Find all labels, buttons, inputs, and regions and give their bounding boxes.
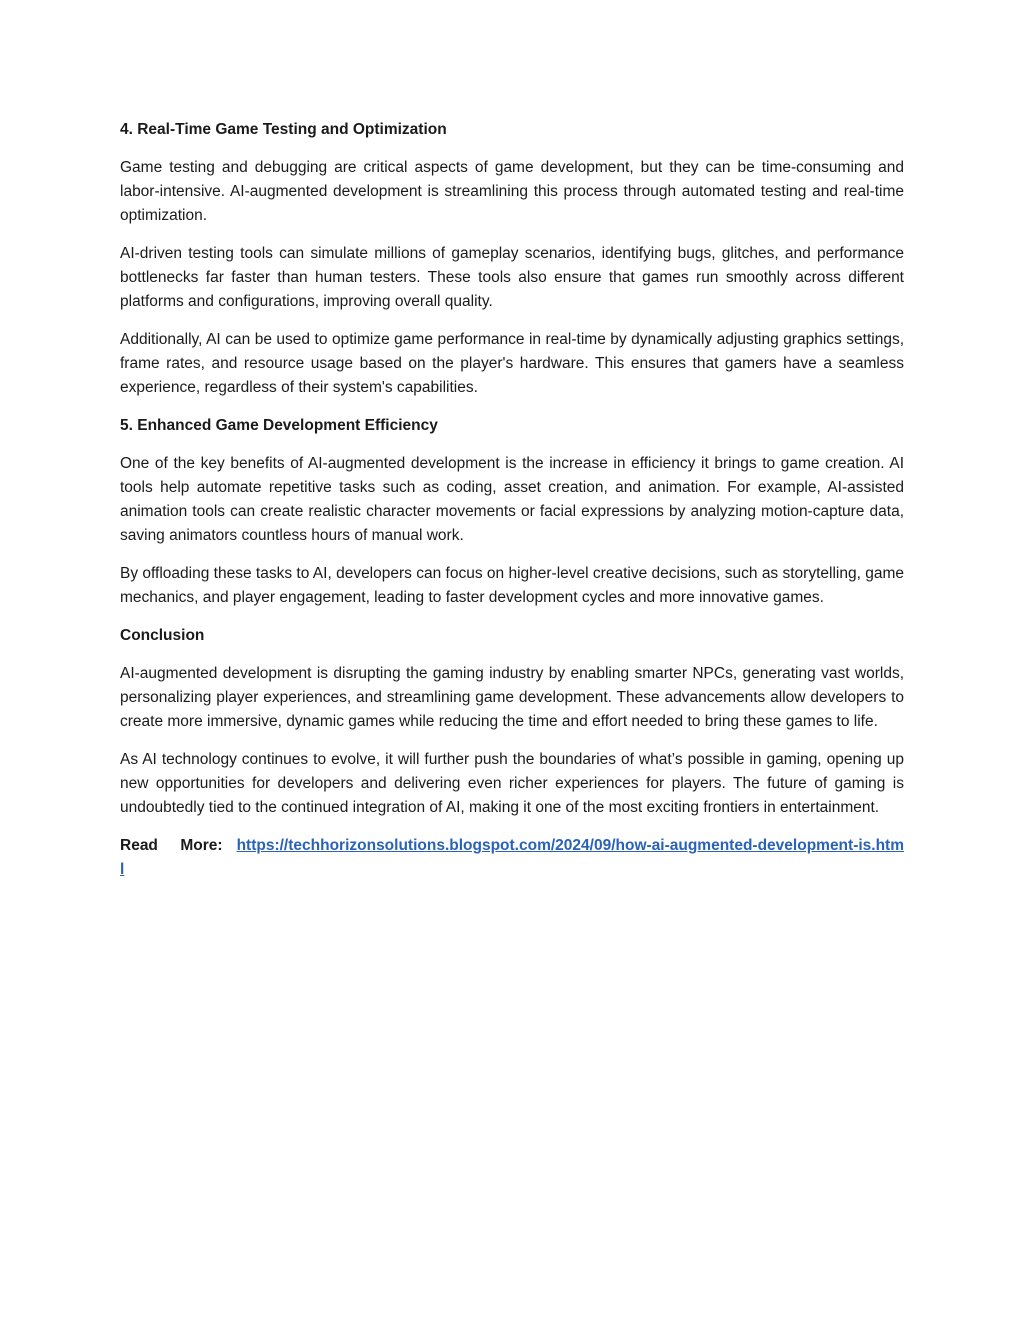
section-heading-dev-efficiency: 5. Enhanced Game Development Efficiency <box>120 417 438 434</box>
paragraph: Game testing and debugging are critical aspects of game development, but they can be time-consuming and labor-intensive. AI-augmented development is streamlining this process through automated testing and real-time optimization. <box>120 159 904 224</box>
document-page <box>120 118 904 882</box>
section-heading-realtime-testing: 4. Real-Time Game Testing and Optimization <box>120 121 447 138</box>
paragraph: By offloading these tasks to AI, developers can focus on higher-level creative decisions, such as storytelling, game mechanics, and player engagement, leading to faster development cycles and more innovative games. <box>120 565 904 606</box>
paragraph: Additionally, AI can be used to optimize game performance in real-time by dynamically adjusting graphics settings, frame rates, and resource usage based on the player's hardware. This ensures that gamers have a seamless experience, regardless of their system's capabilities. <box>120 331 904 396</box>
read-more-label: Read More: <box>120 837 223 854</box>
paragraph: As AI technology continues to evolve, it will further push the boundaries of what’s possible in gaming, opening up new opportunities for developers and delivering even richer experiences for players. The future of gaming is undoubtedly tied to the continued integration of AI, making it one of the most exciting frontiers in entertainment. <box>120 751 904 816</box>
read-more-line <box>120 834 904 882</box>
read-more-link[interactable]: https://techhorizonsolutions.blogspot.com/2024/09/how-ai-augmented-development-is.html <box>120 837 904 878</box>
paragraph: AI-driven testing tools can simulate millions of gameplay scenarios, identifying bugs, glitches, and performance bottlenecks far faster than human testers. These tools also ensure that games run smoothly across different platforms and configurations, improving overall quality. <box>120 245 904 310</box>
section-heading-conclusion: Conclusion <box>120 627 205 644</box>
paragraph: One of the key benefits of AI-augmented development is the increase in efficiency it brings to game creation. AI tools help automate repetitive tasks such as coding, asset creation, and animation. For example, AI-assisted animation tools can create realistic character movements or facial expressions by analyzing motion-capture data, saving animators countless hours of manual work. <box>120 455 904 544</box>
paragraph: AI-augmented development is disrupting the gaming industry by enabling smarter NPCs, generating vast worlds, personalizing player experiences, and streamlining game development. These advancements allow developers to create more immersive, dynamic games while reducing the time and effort needed to bring these games to life. <box>120 665 904 730</box>
